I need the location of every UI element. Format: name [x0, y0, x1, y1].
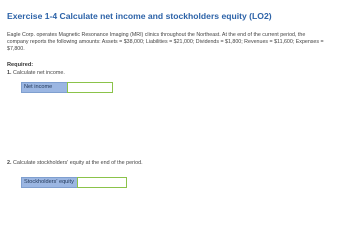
- net-income-label: Net income: [21, 82, 68, 93]
- question-2-text: Calculate stockholders' equity at the end of the period.: [13, 160, 143, 166]
- stockholders-equity-label: Stockholders' equity: [21, 177, 78, 188]
- stockholders-equity-input[interactable]: [77, 177, 127, 188]
- question-2-number: 2.: [7, 160, 12, 166]
- answer-row-net-income: [21, 82, 113, 93]
- question-1-text: Calculate net income.: [13, 70, 65, 76]
- exercise-intro: Eagle Corp. operates Magnetic Resonance Imaging (MRI) clinics throughout the Northeast. At the end of the current period, the company reports the following amounts: Assets = $38,000; Liabilities = $21,000; Dividends = $1,800; Revenues = $11,600; Expenses = $7,800.: [7, 32, 324, 52]
- question-1-number: 1.: [7, 70, 12, 76]
- question-2: [7, 160, 143, 166]
- question-1: [7, 70, 65, 76]
- exercise-title: Exercise 1-4 Calculate net income and stockholders equity (LO2): [7, 11, 272, 21]
- net-income-input[interactable]: [67, 82, 113, 93]
- answer-row-stockholders-equity: [21, 177, 127, 188]
- required-heading: Required:: [7, 62, 34, 68]
